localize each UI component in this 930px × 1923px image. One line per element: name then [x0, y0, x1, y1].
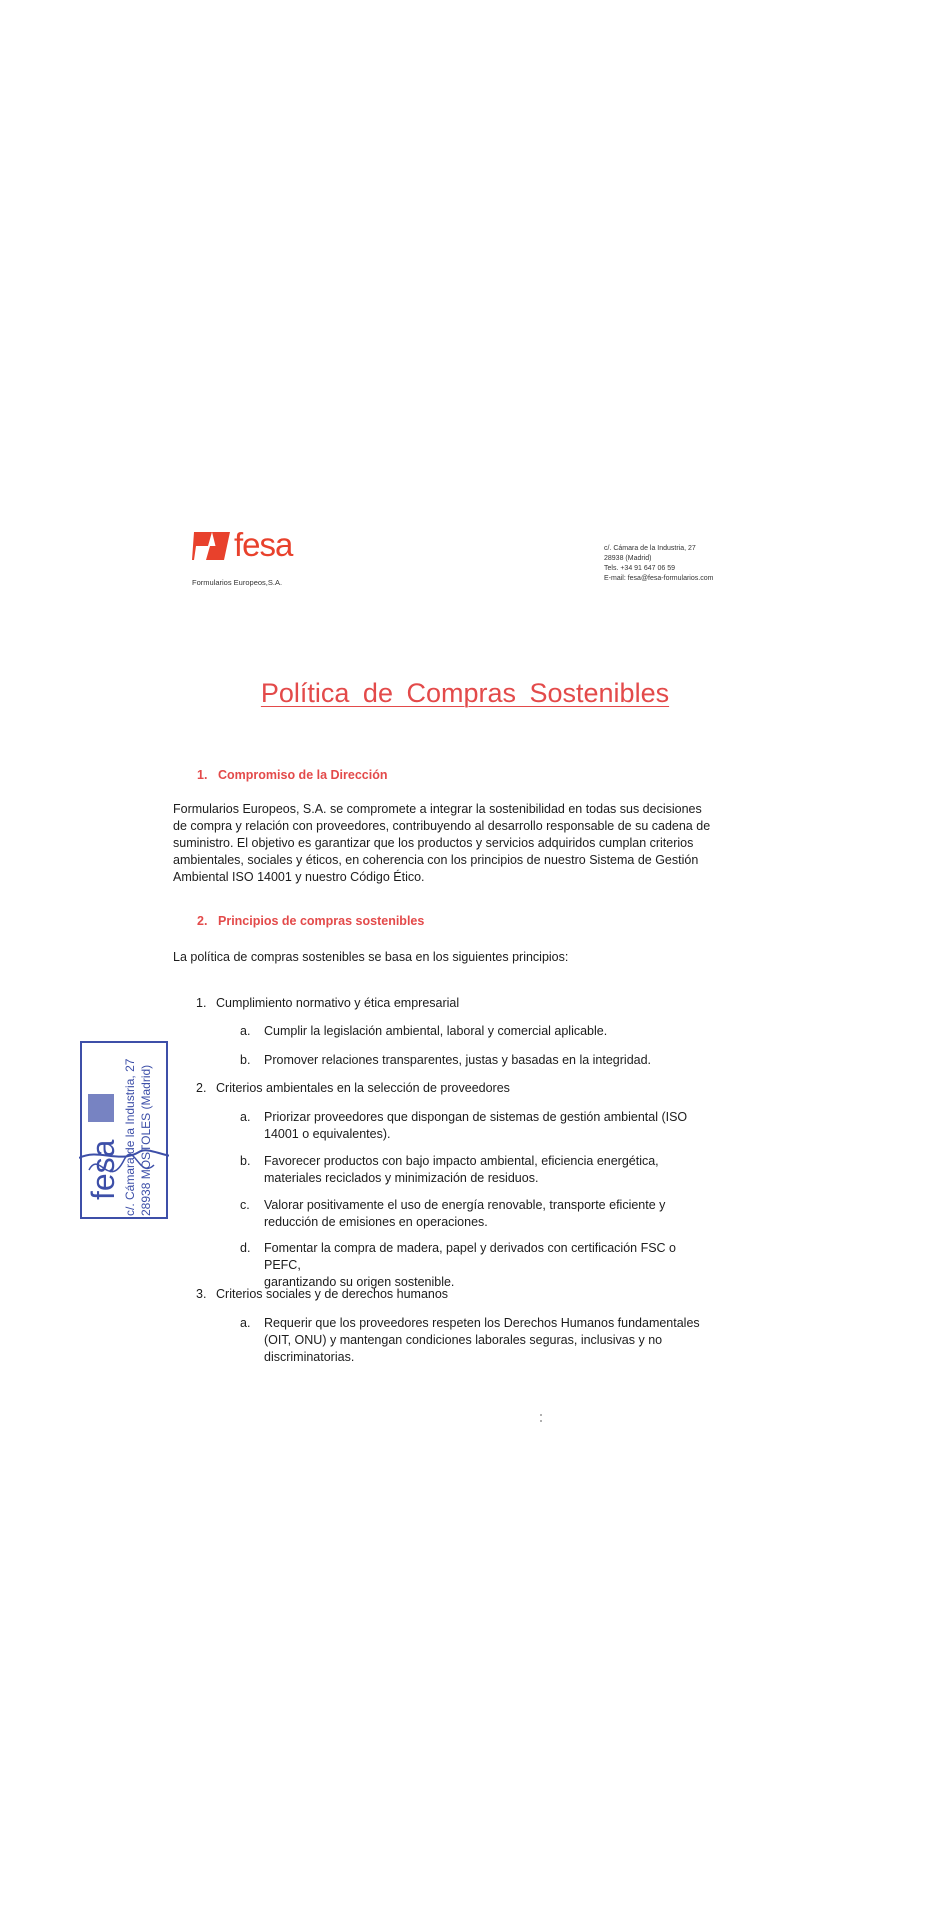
paragraph-line: Ambiental ISO 14001 y nuestro Código Ético. [173, 870, 425, 884]
principle-subitem [240, 1109, 714, 1143]
principle-label: Criterios sociales y de derechos humanos [216, 1287, 449, 1301]
section-title: Compromiso de la Dirección [218, 768, 388, 782]
document-title [0, 678, 930, 709]
subitem-line: Favorecer productos con bajo impacto ambiental, eficiencia energética, [264, 1154, 659, 1168]
subitem-line: garantizando su origen sostenible. [264, 1275, 455, 1289]
address-line: E-mail: fesa@fesa-formularios.com [604, 575, 714, 582]
principle-number: 2. [196, 1081, 207, 1095]
subitem-line: Promover relaciones transparentes, justas y basadas en la integridad. [264, 1053, 652, 1067]
address-line: c/. Cámara de la Industria, 27 [604, 545, 696, 552]
paragraph-line: ambientales, sociales y éticos, en coherencia con los principios de nuestro Sistema de Gestión [173, 853, 699, 867]
stamp-address: c/. Cámara de la Industria, 27 [123, 1058, 137, 1216]
commitment-paragraph [173, 801, 773, 886]
subitem-line: 14001 o equivalentes). [264, 1127, 391, 1141]
section-heading [197, 914, 424, 928]
subitem-letter: b. [240, 1154, 251, 1168]
subitem-letter: c. [240, 1198, 250, 1212]
principle-item [196, 1080, 510, 1097]
principle-subitem [240, 1023, 714, 1040]
principle-number: 3. [196, 1287, 207, 1301]
subitem-line: Requerir que los proveedores respeten los Derechos Humanos fundamentales [264, 1316, 700, 1330]
subitem-line: Priorizar proveedores que dispongan de sistemas de gestión ambiental (ISO [264, 1110, 688, 1124]
page-end-mark-icon [538, 1412, 544, 1428]
section-heading [197, 768, 387, 782]
stamp-city: 28938 MÓSTOLES (Madrid) [139, 1064, 153, 1216]
subitem-line: Cumplir la legislación ambiental, laboral y comercial aplicable. [264, 1024, 608, 1038]
principle-item [196, 1286, 448, 1303]
section-title: Principios de compras sostenibles [218, 914, 425, 928]
principle-number: 1. [196, 996, 207, 1010]
company-address [604, 544, 764, 584]
subitem-line: (OIT, ONU) y mantengan condiciones laborales seguras, inclusivas y no [264, 1333, 663, 1347]
principles-intro: La política de compras sostenibles se basa en los siguientes principios: [173, 950, 569, 964]
stamp-logo-mark-icon [88, 1094, 114, 1122]
subitem-line: Fomentar la compra de madera, papel y derivados con certificación FSC o PEFC, [264, 1241, 676, 1272]
subitem-letter: a. [240, 1316, 251, 1330]
subitem-line: materiales reciclados y minimización de residuos. [264, 1171, 539, 1185]
principle-subitem [240, 1052, 714, 1069]
subitem-letter: a. [240, 1024, 251, 1038]
subitem-letter: a. [240, 1110, 251, 1124]
subitem-line: reducción de emisiones en operaciones. [264, 1215, 488, 1229]
principle-subitem [240, 1315, 714, 1366]
address-line: 28938 (Madrid) [604, 555, 652, 562]
company-logo [192, 526, 332, 604]
paragraph-line: Formularios Europeos, S.A. se compromete a integrar la sostenibilidad en todas sus decisiones [173, 802, 702, 816]
principle-label: Cumplimiento normativo y ética empresarial [216, 996, 460, 1010]
logo-wordmark: fesa [234, 526, 293, 563]
company-stamp [79, 1040, 169, 1220]
stamp-wordmark: fesa [85, 1139, 121, 1200]
principle-label: Criterios ambientales en la selección de proveedores [216, 1081, 510, 1095]
section-number: 1. [197, 768, 208, 782]
subitem-line: Valorar positivamente el uso de energía renovable, transporte eficiente y [264, 1198, 666, 1212]
paragraph-line: suministro. El objetivo es garantizar que los productos y servicios adquiridos cumplan criterios [173, 836, 694, 850]
document-title-text: Política de Compras Sostenibles [260, 678, 670, 708]
paragraph-line: de compra y relación con proveedores, contribuyendo al desarrollo responsable de su cadena de [173, 819, 711, 833]
principle-subitem [240, 1153, 714, 1187]
fesa-logo-mark-icon [192, 530, 232, 564]
subitem-letter: d. [240, 1241, 251, 1255]
subitem-line: discriminatorias. [264, 1350, 355, 1364]
principle-subitem [240, 1240, 714, 1291]
subitem-letter: b. [240, 1053, 251, 1067]
company-name: Formularios Europeos,S.A. [192, 578, 283, 587]
stamp-graphic [79, 1040, 169, 1220]
address-line: Tels. +34 91 647 06 59 [604, 565, 676, 572]
principle-subitem [240, 1197, 714, 1231]
principle-item [196, 995, 459, 1012]
section-number: 2. [197, 914, 208, 928]
